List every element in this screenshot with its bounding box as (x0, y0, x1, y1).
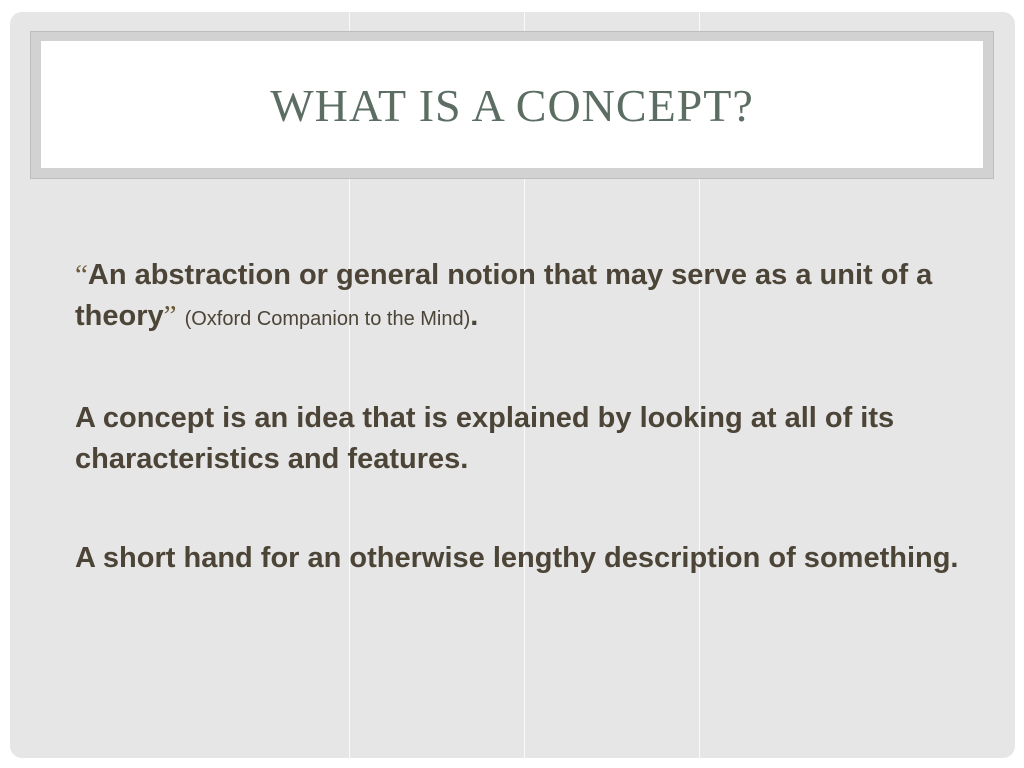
trailing-period: . (470, 300, 479, 332)
slide-body (75, 255, 980, 579)
close-quote: ” (163, 300, 177, 332)
open-quote: “ (75, 259, 88, 291)
slide-title: WHAT IS A CONCEPT? (270, 79, 754, 131)
definition-paragraph-3: A short hand for an otherwise lengthy description of something. (75, 542, 959, 574)
citation: (Oxford Companion to the Mind) (184, 308, 471, 330)
quote-text: An abstraction or general notion that may serve as a unit of a theory (75, 259, 933, 332)
definition-quote-paragraph (75, 255, 980, 340)
definition-paragraph-2: A concept is an idea that is explained by looking at all of its characteristics and features. (75, 402, 895, 475)
slide (10, 12, 1015, 758)
title-box (41, 41, 983, 168)
